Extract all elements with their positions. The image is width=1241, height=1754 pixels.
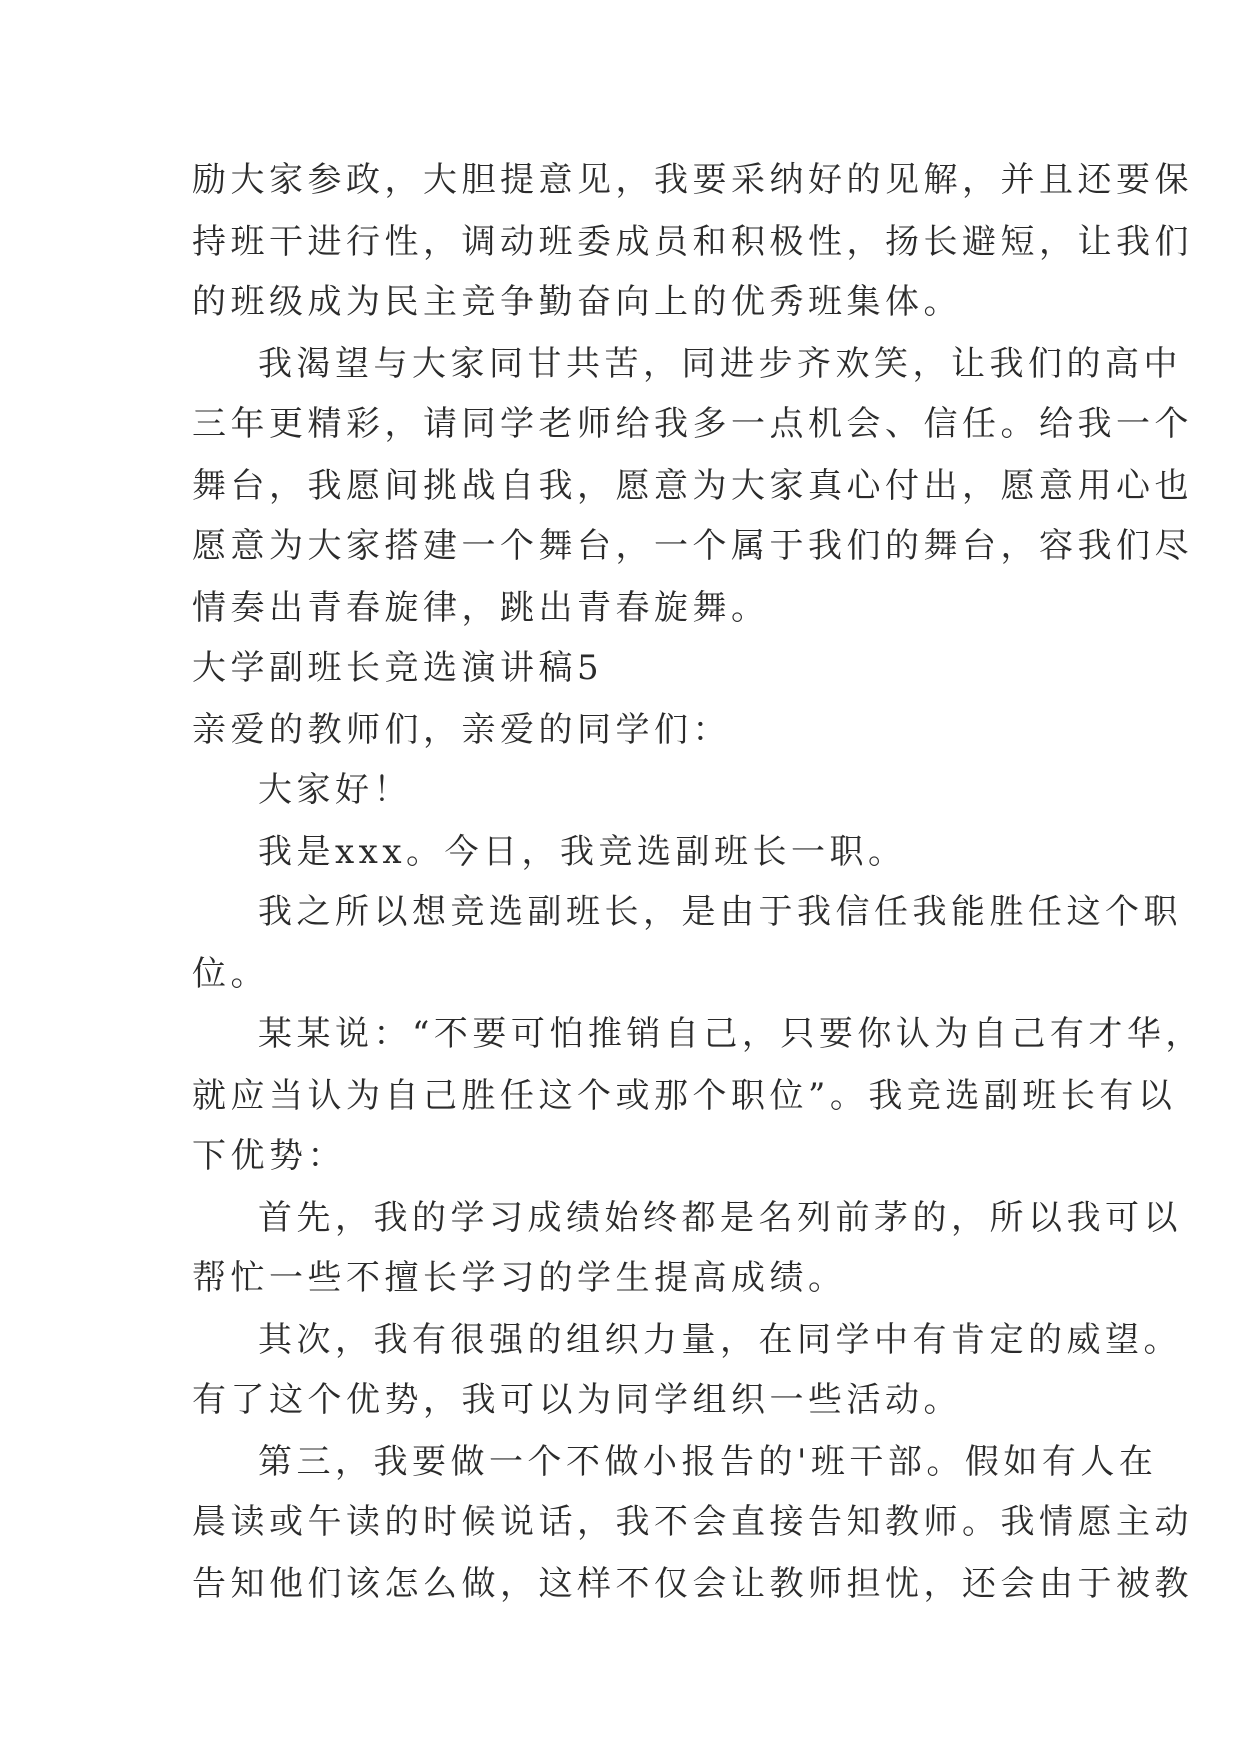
paragraph-start-line: 我渴望与大家同甘共苦，同进步齐欢笑，让我们的高中 [258, 344, 1182, 384]
section-title: 大学副班长竞选演讲稿5 [192, 648, 604, 688]
paragraph-start-line: 其次，我有很强的组织力量，在同学中有肯定的威望。 [258, 1320, 1182, 1360]
text-line: 持班干进行性，调动班委成员和积极性，扬长避短，让我们 [192, 222, 1193, 262]
greeting: 大家好！ [258, 770, 412, 810]
paragraph-start-line: 第三，我要做一个不做小报告的'班干部。假如有人在 [258, 1442, 1158, 1482]
text-line: 晨读或午读的时候说话，我不会直接告知教师。我情愿主动 [192, 1502, 1193, 1542]
text-line: 位。 [192, 954, 269, 994]
text-line: 的班级成为民主竞争勤奋向上的优秀班集体。 [192, 282, 962, 322]
text-line: 下优势： [192, 1136, 346, 1176]
text-line: 帮忙一些不擅长学习的学生提高成绩。 [192, 1258, 847, 1298]
paragraph-start-line: 我是xxx。今日，我竞选副班长一职。 [258, 832, 907, 872]
text-line: 三年更精彩，请同学老师给我多一点机会、信任。给我一个 [192, 404, 1193, 444]
paragraph-start-line: 某某说：“不要可怕推销自己，只要你认为自己有才华， [258, 1014, 1204, 1054]
paragraph-start-line: 首先，我的学习成绩始终都是名列前茅的，所以我可以 [258, 1198, 1182, 1238]
text-line: 愿意为大家搭建一个舞台，一个属于我们的舞台，容我们尽 [192, 526, 1193, 566]
text-line: 情奏出青春旋律，跳出青春旋舞。 [192, 588, 770, 628]
salutation: 亲爱的教师们，亲爱的同学们： [192, 710, 731, 750]
text-line: 有了这个优势，我可以为同学组织一些活动。 [192, 1380, 962, 1420]
text-line: 就应当认为自己胜任这个或那个职位”。我竞选副班长有以 [192, 1076, 1177, 1116]
text-line: 励大家参政，大胆提意见，我要采纳好的见解，并且还要保 [192, 160, 1193, 200]
paragraph-start-line: 我之所以想竞选副班长，是由于我信任我能胜任这个职 [258, 892, 1182, 932]
text-line: 告知他们该怎么做，这样不仅会让教师担忧，还会由于被教 [192, 1564, 1193, 1604]
text-line: 舞台，我愿间挑战自我，愿意为大家真心付出，愿意用心也 [192, 466, 1193, 506]
